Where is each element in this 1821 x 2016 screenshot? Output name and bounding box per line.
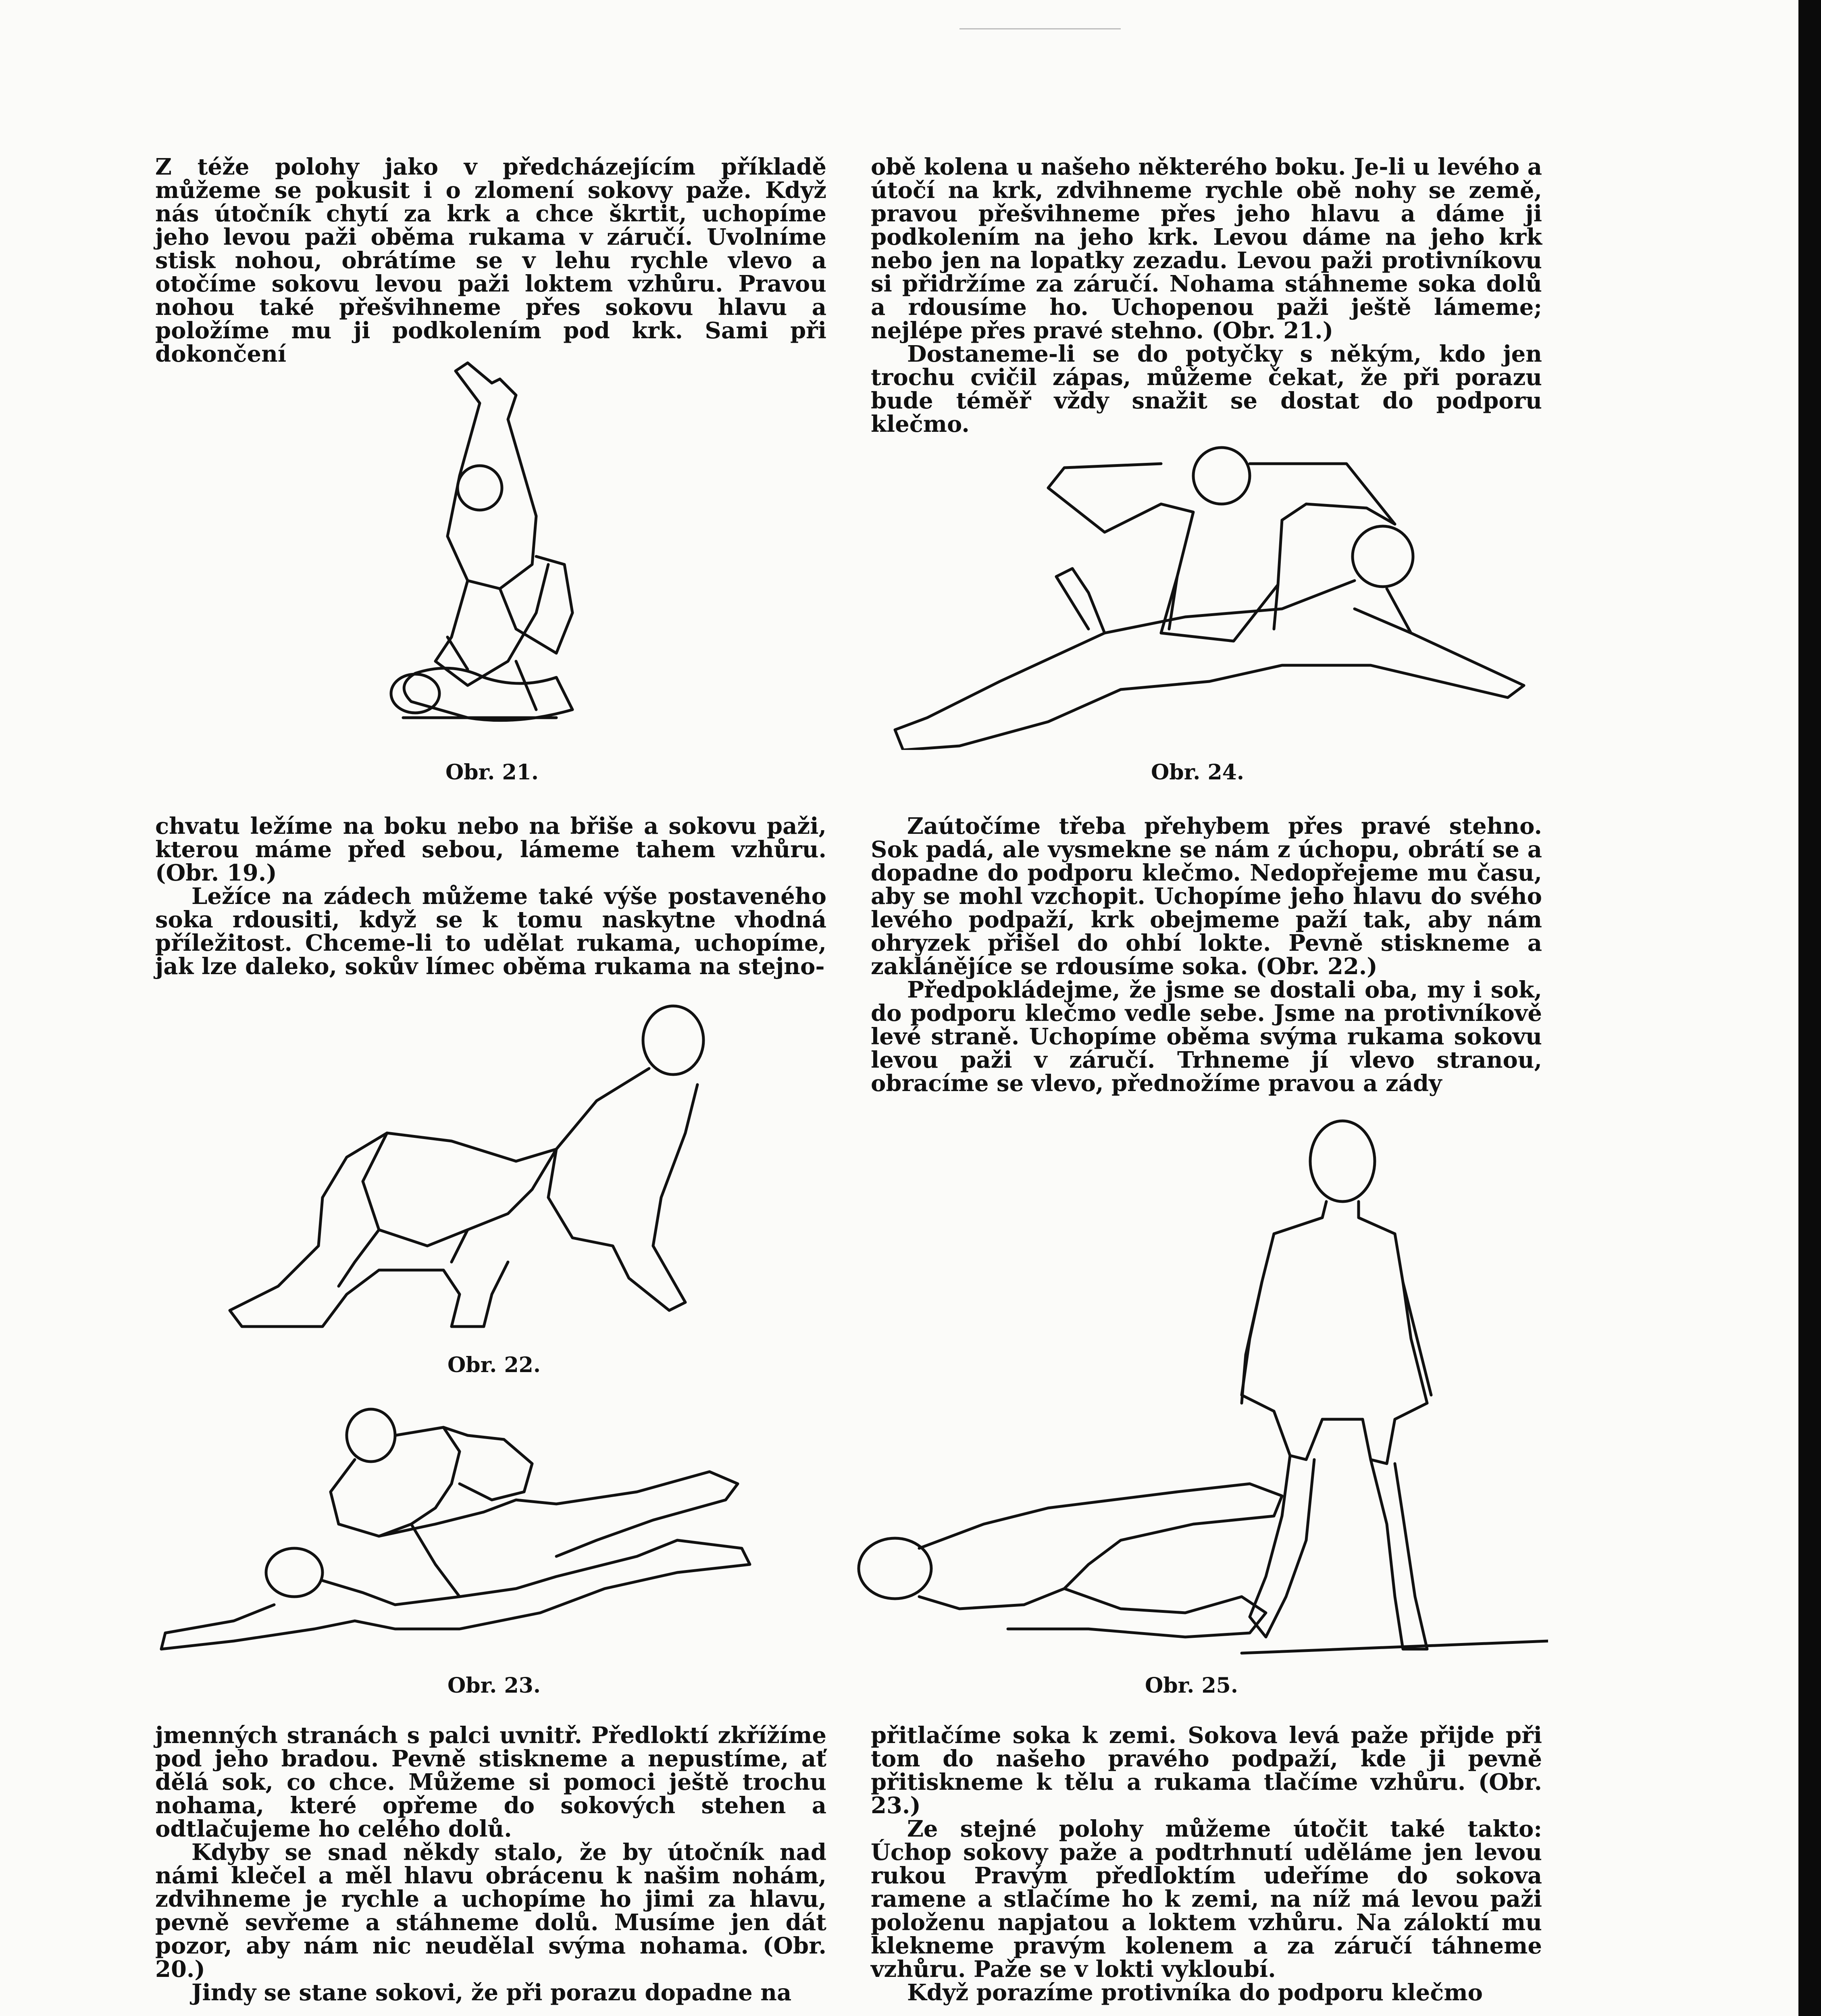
text-block-bottom-right [871, 1724, 1542, 2004]
paragraph: Předpokládejme, že jsme se dostali oba, my i sok, do podporu klečmo vedle sebe. Jsme na protivníkově levé straně. Uchopíme oběma svýma rukama sokovu levou paži v záručí. Trhneme jí vlevo stranou, obracíme se vlevo, přednožíme pravou a zády [871, 977, 1542, 1097]
scan-top-mark [959, 4, 1121, 29]
text-block-bottom-left [155, 1724, 826, 2004]
text-block-top-right [871, 155, 1542, 436]
text-block-middle-left [155, 814, 826, 978]
paragraph: Zaútočíme třeba přehybem přes pravé stehno. Sok padá, ale vysmekne se nám z úchopu, obrátí se a dopadne do podporu klečmo. Nedopřejeme mu času, aby se mohl vzchopit. Uchopíme jeho hlavu do svého levého podpaží, krk obejmeme paží tak, aby nám ohryzek přišel do ohbí lokte. Pevně stiskneme a zaklánějíce se rdousíme soka. (Obr. 22.) [871, 813, 1542, 980]
paragraph: Jindy se stane sokovi, že při porazu dopadne na [191, 1979, 792, 2006]
paragraph: Když porazíme protivníka do podporu klečmo [907, 1979, 1483, 2006]
figure-22-caption: Obr. 22. [447, 1353, 541, 1377]
paragraph: obě kolena u našeho některého boku. Je-li u levého a útočí na krk, zdvihneme rychle obě nohy se země, pravou přešvihneme přes jeho hlavu a dáme ji podkolením na jeho krk. Levou dáme na jeho krk nebo jen na lopatky zezadu. Levou paži protivníkovu si přidržíme za záručí. Nohama stáhneme soka dolů a rdousíme ho. Uchopenou paži ještě lámeme; nejlépe přes pravé stehno. (Obr. 21.) [871, 154, 1542, 344]
scan-edge-right [1798, 0, 1821, 2016]
paragraph: Kdyby se snad někdy stalo, že by útočník nad námi klečel a měl hlavu obrácenu k našim nohám, zdvihneme je rychle a uchopíme ho jimi za hlavu, pevně sevřeme a stáhneme dolů. Musíme jen dát pozor, aby nám nic neudělal svýma nohama. (Obr. 20.) [155, 1839, 826, 1983]
figure-25-caption: Obr. 25. [1145, 1673, 1238, 1698]
figure-21-caption: Obr. 21. [445, 760, 539, 785]
figure-23-illustration [153, 1403, 830, 1661]
text-block-top-left [155, 155, 826, 366]
figure-23-caption: Obr. 23. [447, 1673, 541, 1698]
figure-21-illustration [347, 355, 653, 742]
figure-25-illustration [839, 1113, 1548, 1665]
paragraph: Dostaneme-li se do potyčky s někým, kdo jen trochu cvičil zápas, můžeme čekat, že při porazu bude téměř vždy snažit se dostat do podporu klečmo. [871, 341, 1542, 437]
figure-24-illustration [879, 439, 1544, 750]
text-block-middle-right [871, 814, 1542, 1095]
paragraph: chvatu ležíme na boku nebo na břiše a sokovu paži, kterou máme před sebou, lámeme tahem vzhůru. (Obr. 19.) [155, 813, 826, 886]
figure-24-caption: Obr. 24. [1151, 760, 1244, 785]
paragraph: Ležíce na zádech můžeme také výše postaveného soka rdousiti, když se k tomu naskytne vhodná příležitost. Chceme-li to udělat rukama, uchopíme, jak lze daleko, sokův límec oběma rukama na stejno- [155, 883, 826, 980]
paragraph: jmenných stranách s palci uvnitř. Předloktí zkřížíme pod jeho bradou. Pevně stiskneme a nepustíme, ať dělá sok, co chce. Můžeme si pomoci ještě trochu nohama, které opřeme do sokových stehen a odtlačujeme ho celého dolů. [155, 1722, 826, 1842]
figure-22-illustration [226, 1004, 730, 1339]
paragraph: Z téže polohy jako v předcházejícím příkladě můžeme se pokusit i o zlomení sokovy paže. Když nás útočník chytí za krk a chce škrtit, uchopíme jeho levou paži oběma rukama v záručí. Uvolníme stisk nohou, obrátíme se v lehu rychle vlevo a otočíme sokovu levou paži loktem vzhůru. Pravou nohou také přešvihneme přes sokovu hlavu a položíme mu ji podkolením pod krk. Sami při dokončení [155, 154, 826, 367]
paragraph: přitlačíme soka k zemi. Sokova levá paže přijde při tom do našeho pravého podpaží, kde ji pevně přitiskneme k tělu a rukama tlačíme vzhůru. (Obr. 23.) [871, 1722, 1542, 1819]
paragraph: Ze stejné polohy můžeme útočit také takto: Úchop sokovy paže a podtrhnutí uděláme jen levou rukou Pravým předloktím udeříme do sokova ramene a stlačíme ho k zemi, na níž má levou paži položenu napjatou a loktem vzhůru. Na záloktí mu klekneme pravým kolenem a za záručí táhneme vzhůru. Paže se v lokti vykloubí. [871, 1816, 1542, 1983]
